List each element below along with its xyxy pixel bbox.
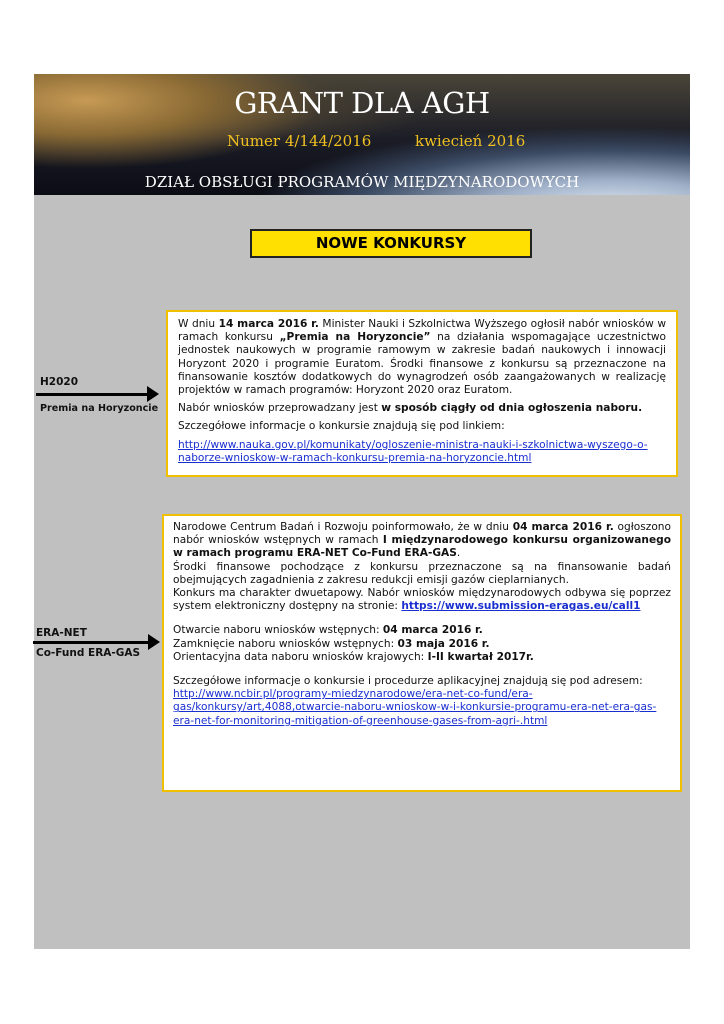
issue-date: kwiecień 2016 xyxy=(415,132,526,150)
section-title-box: NOWE KONKURSY xyxy=(250,229,532,258)
paragraph: Szczegółowe informacje o konkursie znajdują się pod linkiem: xyxy=(178,420,505,433)
arrow-right-icon xyxy=(36,393,156,396)
competition-card-premia xyxy=(166,310,678,477)
competition-link[interactable]: http://www.ncbir.pl/programy-miedzynarodowe/era-net-co-fund/era-gas/konkursy/art,4088,otwarcie-naboru-wnioskow-w-i-konkursie-programu-era-net-era-gas-era-net-for-monitoring-mitigation-of-greenhouse-gases-from-agri-.html xyxy=(173,688,657,727)
competition-card-era-gas xyxy=(162,514,682,792)
paragraph: Środki finansowe pochodzące z konkursu przeznaczone są na finansowanie badań obejmujących zagadnienia z zakresu redukcji emisji gazów cieplarnianych. xyxy=(173,560,671,586)
paragraph: W dniu 14 marca 2016 r. Minister Nauki i Szkolnictwa Wyższego ogłosił nabór wniosków w ramach konkursu „Premia na Horyzoncie” na działania wspomagające uczestnictwo jednostek naukowych w programie ramowym w zakresie badań naukowych i innowacji Horyzont 2020 i programie Euratom. Środki finansowe z konkursu są przeznaczone na finansowanie kosztów dodatkowych do wynagrodzeń osób zaangażowanych w realizację projektów w ramach programów: Horyzont 2020 oraz Euratom. xyxy=(178,318,666,397)
side-label-era-net: ERA-NET xyxy=(36,627,87,639)
submission-link[interactable]: https://www.submission-eragas.eu/call1 xyxy=(401,600,641,613)
arrow-right-icon xyxy=(33,641,157,644)
issue-number: Numer 4/144/2016 xyxy=(227,132,372,150)
paragraph: Szczegółowe informacje o konkursie i procedurze aplikacyjnej znajdują się pod adresem: xyxy=(173,675,643,688)
department-name: DZIAŁ OBSŁUGI PROGRAMÓW MIĘDZYNARODOWYCH xyxy=(144,173,580,191)
paragraph: Konkurs ma charakter dwuetapowy. Nabór wniosków międzynarodowych odbywa się poprzez system elektroniczny dostępny na stronie: https://www.submission-eragas.eu/call1 xyxy=(173,587,671,613)
national-date: Orientacyjna data naboru wniosków krajowych: I-II kwartał 2017r. xyxy=(173,650,534,663)
close-date: Zamknięcie naboru wniosków wstępnych: 03 maja 2016 r. xyxy=(173,637,490,650)
open-date: Otwarcie naboru wniosków wstępnych: 04 marca 2016 r. xyxy=(173,624,483,637)
competition-link[interactable]: http://www.nauka.gov.pl/komunikaty/ogloszenie-ministra-nauki-i-szkolnictwa-wyszego-o-naborze-wnioskow-w-ramach-konkursu-premia-na-horyzoncie.html xyxy=(178,438,648,464)
paragraph: Narodowe Centrum Badań i Rozwoju poinformowało, że w dniu 04 marca 2016 r. ogłoszono nabór wniosków wstępnych w ramach I międzynarodowego konkursu organizowanego w ramach programu ERA-NET Co-Fund ERA-GAS. xyxy=(173,521,671,560)
side-label-h2020: H2020 xyxy=(40,376,79,388)
side-sublabel-era-gas: Co-Fund ERA-GAS xyxy=(36,647,141,659)
page-background xyxy=(34,74,690,949)
newsletter-title: GRANT DLA AGH xyxy=(234,86,490,120)
header-banner xyxy=(34,74,690,195)
side-sublabel-premia: Premia na Horyzoncie xyxy=(40,403,159,414)
paragraph: Nabór wniosków przeprowadzany jest w sposób ciągły od dnia ogłoszenia naboru. xyxy=(178,402,643,415)
